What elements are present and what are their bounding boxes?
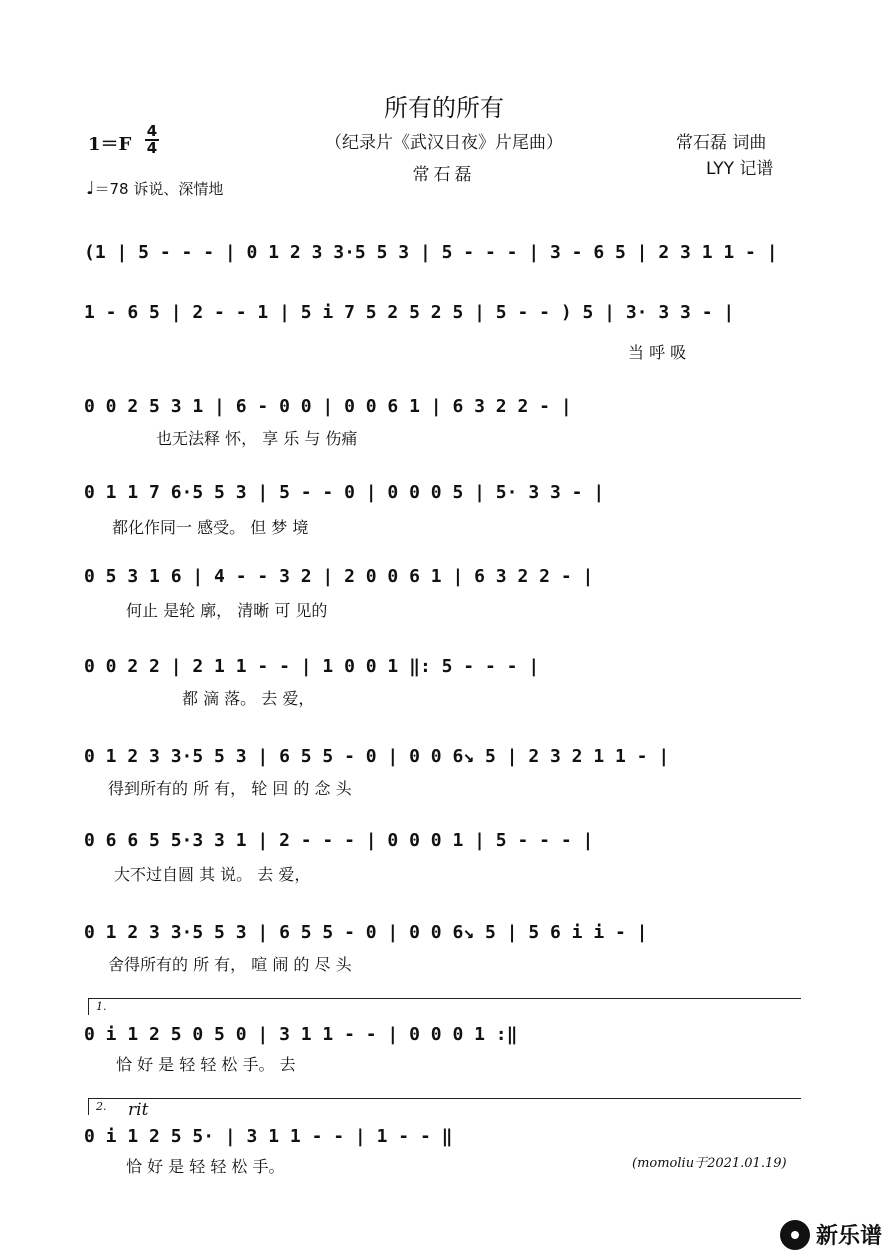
score-line-6: 0 0 2 2 | 2 1 1 - - | 1 0 0 1 ‖: 5 - - - | [84, 656, 540, 677]
tempo-text: ＝78 诉说、深情地 [94, 180, 224, 198]
site-logo[interactable] [780, 1219, 882, 1250]
time-signature-bottom: 4 [146, 139, 158, 157]
time-signature [145, 124, 159, 156]
record-disc-icon [780, 1220, 810, 1250]
lyric-line-4: 都化作同一 感受。 但 梦 境 [112, 518, 309, 537]
score-line-4: 0 1 1 7 6·5 5 3 | 5 - - 0 | 0 0 0 5 | 5· 3 3 - | [84, 482, 605, 503]
score-line-5: 0 5 3 1 6 | 4 - - 3 2 | 2 0 0 6 1 | 6 3 2 2 - | [84, 566, 594, 587]
score-line-1: (1 | 5 - - - | 0 1 2 3 3·5 5 3 | 5 - - - | 3 - 6 5 | 2 3 1 1 - | [84, 242, 778, 263]
score-line-3: 0 0 2 5 3 1 | 6 - 0 0 | 0 0 6 1 | 6 3 2 2 - | [84, 396, 572, 417]
key-signature: 1＝F [88, 134, 132, 155]
lyric-line-2: 当 呼 吸 [628, 343, 687, 362]
lyric-line-9: 舍得所有的 所 有， 喧 闹 的 尽 头 [108, 955, 352, 974]
logo-text: 新乐谱 [815, 1224, 882, 1249]
lyric-line-5: 何止 是轮 廓， 清晰 可 见的 [126, 601, 328, 620]
ritardando-mark: rit [128, 1100, 149, 1120]
lyric-line-8: 大不过自圆 其 说。 去 爱， [114, 865, 311, 884]
lyric-line-11: 恰 好 是 轻 轻 松 手。 [126, 1157, 285, 1176]
singer-name: 常石磊 [412, 165, 476, 185]
lyric-line-7: 得到所有的 所 有， 轮 回 的 念 头 [108, 779, 352, 798]
score-line-2: 1 - 6 5 | 2 - - 1 | 5 i 7 5 2 5 2 5 | 5 - - ) 5 | 3· 3 3 - | [84, 302, 735, 323]
second-ending-number: 2. [96, 1100, 107, 1113]
score-line-8: 0 6 6 5 5·3 3 1 | 2 - - - | 0 0 0 1 | 5 - - - | [84, 830, 594, 851]
second-ending-bracket [88, 1098, 801, 1115]
lyric-line-3: 也无法释 怀， 享 乐 与 伤痛 [156, 429, 358, 448]
subtitle: （纪录片《武汉日夜》片尾曲） [325, 133, 563, 153]
lyric-line-6: 都 滴 落。 去 爱， [182, 689, 315, 708]
tempo-marking [86, 178, 223, 199]
composer-credit: 常石磊 词曲 [676, 133, 767, 153]
lyric-line-10: 恰 好 是 轻 轻 松 手。 去 [116, 1055, 296, 1074]
quarter-note-icon: ♩ [86, 178, 95, 199]
first-ending-bracket [88, 998, 801, 1015]
page-title: 所有的所有 [384, 94, 504, 122]
time-signature-top: 4 [146, 122, 158, 140]
score-line-10: 0 i 1 2 5 0 5 0 | 3 1 1 - - | 0 0 0 1 :‖ [84, 1024, 518, 1045]
transcriber-credit: LYY 记谱 [706, 159, 774, 179]
first-ending-number: 1. [96, 1000, 107, 1013]
score-line-7: 0 1 2 3 3·5 5 3 | 6 5 5 - 0 | 0 0 6↘ 5 | 2 3 2 1 1 - | [84, 746, 670, 767]
transcription-credit: (momoliu于2021.01.19) [632, 1156, 787, 1171]
score-line-11: 0 i 1 2 5 5· | 3 1 1 - - | 1 - - ‖ [84, 1126, 453, 1147]
score-line-9: 0 1 2 3 3·5 5 3 | 6 5 5 - 0 | 0 0 6↘ 5 | 5 6 i i - | [84, 922, 648, 943]
